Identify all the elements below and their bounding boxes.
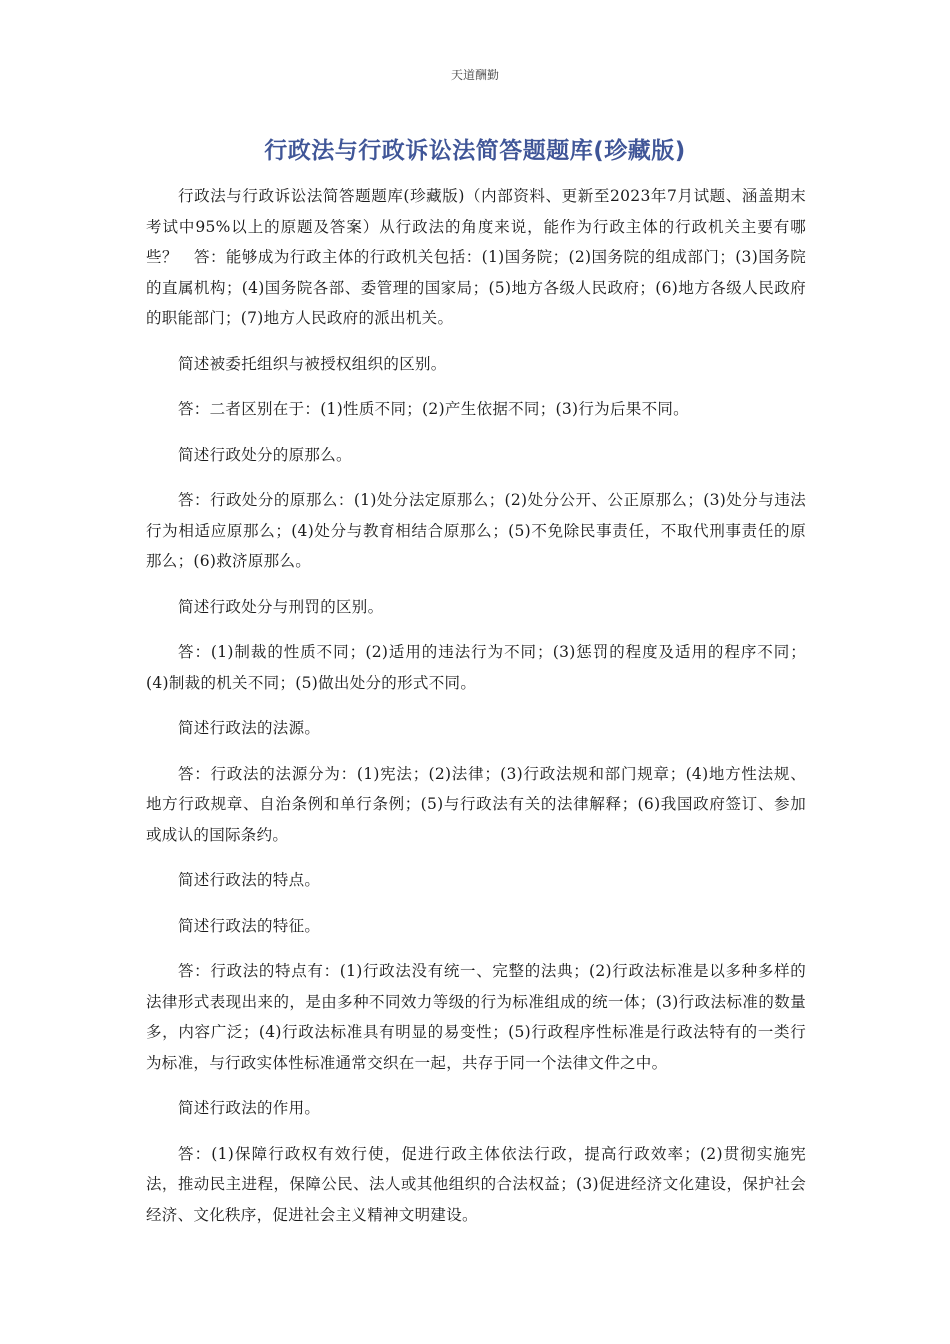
question-3: 简述行政处分与刑罚的区别。 <box>178 597 384 616</box>
answer-6: 答：(1)保障行政权有效行使，促进行政主体依法行政，提高行政效率；(2)贯彻实施宪法，推动民主进程，保障公民、法人或其他组织的合法权益；(3)促进经济文化建设，保护社会经济、文化秩序，促进社会主义精神文明建设。 <box>146 1144 806 1224</box>
question-4: 简述行政法的法源。 <box>178 719 321 737</box>
answer-3: 答：(1)制裁的性质不同；(2)适用的违法行为不同；(3)惩罚的程度及适用的程序不同；(4)制裁的机关不同；(5)做出处分的形式不同。 <box>146 643 806 692</box>
page-header: 天道酬勤 <box>450 68 499 82</box>
question-5: 简述行政法的特点。 <box>178 871 321 889</box>
answer-2: 答：行政处分的原那么：(1)处分法定原那么；(2)处分公开、公正原那么；(3)处分与违法行为相适应原那么；(4)处分与教育相结合原那么；(5)不免除民事责任，不取代刑事责任的原那么；(6)救济原那么。 <box>146 491 806 570</box>
answer-1: 答：二者区别在于：(1)性质不同；(2)产生依据不同；(3)行为后果不同。 <box>178 400 689 418</box>
question-7: 简述行政法的作用。 <box>178 1099 321 1117</box>
answer-4: 答：行政法的法源分为：(1)宪法；(2)法律；(3)行政法规和部门规章；(4)地方性法规、地方行政规章、自治条例和单行条例；(5)与行政法有关的法律解释；(6)我国政府签订、参加或成认的国际条约。 <box>146 764 806 844</box>
question-2: 简述行政处分的原那么。 <box>178 445 352 464</box>
question-1: 简述被委托组织与被授权组织的区别。 <box>178 354 447 373</box>
document-title: 行政法与行政诉讼法简答题题库(珍藏版) <box>264 138 686 164</box>
question-6: 简述行政法的特征。 <box>178 916 321 935</box>
answer-5: 答：行政法的特点有：(1)行政法没有统一、完整的法典；(2)行政法标准是以多种多样的法律形式表现出来的，是由多种不同效力等级的行为标准组成的统一体；(3)行政法标准的数量多，内容广泛；(4)行政法标准具有明显的易变性；(5)行政程序性标准是行政法特有的一类行为标准，与行政实体性标准通常交织在一起，共存于同一个法律文件之中。 <box>146 962 806 1072</box>
paragraph-intro: 行政法与行政诉讼法简答题题库(珍藏版)（内部资料、更新至2023年7月试题、涵盖期末考试中95%以上的原题及答案）从行政法的角度来说，能作为行政主体的行政机关主要有哪些？ 答：能够成为行政主体的行政机关包括：(1)国务院；(2)国务院的组成部门；(3)国务院的直属机构；(4)国务院各部、委管理的国家局；(5)地方各级人民政府；(6)地方各级人民政府的职能部门；(7)地方人民政府的派出机关。 <box>146 187 806 327</box>
document-body <box>146 181 806 1230</box>
